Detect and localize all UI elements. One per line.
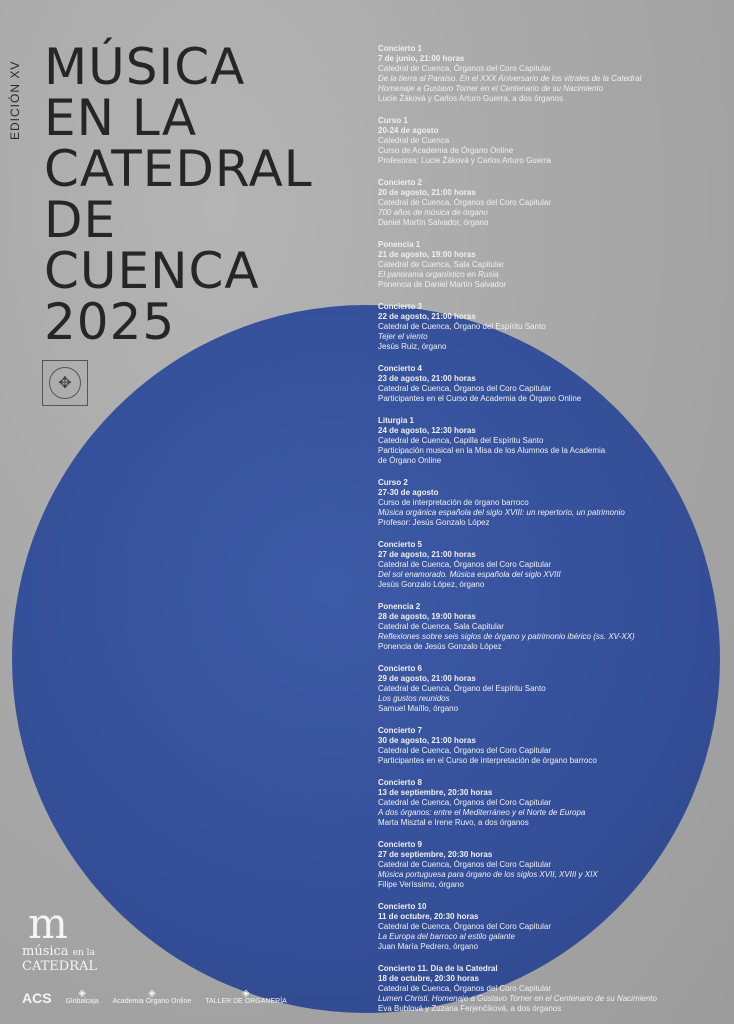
event-title: Lumen Christi. Homenaje a Gustavo Torner en el Centenario de su Nacimiento bbox=[378, 994, 657, 1003]
event-name: Concierto 1 bbox=[378, 44, 423, 53]
event-name: Ponencia 2 bbox=[378, 602, 421, 611]
sponsor-label: ACS bbox=[22, 990, 52, 1006]
event-date: 23 de agosto, 21:00 horas bbox=[378, 374, 476, 383]
event-venue: Catedral de Cuenca, Capilla del Espíritu Santo bbox=[378, 436, 544, 445]
event-title: Tejer el viento bbox=[378, 332, 428, 341]
event-venue: Catedral de Cuenca, Órganos del Coro Capitular bbox=[378, 64, 551, 73]
event-name: Concierto 10 bbox=[378, 902, 427, 911]
event-name: Concierto 8 bbox=[378, 778, 423, 787]
event-title: De la tierra al Paraíso. En el XXX Aniversario de los vitrales de la Catedral bbox=[378, 74, 642, 83]
program-event bbox=[378, 416, 728, 466]
logo-mark: m bbox=[28, 899, 68, 948]
event-title: Los gustos reunidos bbox=[378, 694, 450, 703]
event-name: Concierto 9 bbox=[378, 840, 423, 849]
program-event bbox=[378, 364, 728, 404]
event-name: Concierto 2 bbox=[378, 178, 423, 187]
event-title: La Europa del barroco al estilo galante bbox=[378, 932, 515, 941]
event-venue: Catedral de Cuenca, Órganos del Coro Capitular bbox=[378, 922, 551, 931]
event-venue: Catedral de Cuenca bbox=[378, 136, 450, 145]
program-event bbox=[378, 840, 728, 890]
title-line: MÚSICA bbox=[44, 38, 246, 96]
program-list bbox=[378, 44, 728, 1024]
event-name: Concierto 4 bbox=[378, 364, 423, 373]
event-name: Concierto 5 bbox=[378, 540, 423, 549]
organ-online-icon: ◈ Academia Órgano Online bbox=[112, 988, 192, 1005]
logo-word-en-la: en la bbox=[72, 948, 95, 958]
event-performer: Jesús Gonzalo López, órgano bbox=[378, 580, 485, 589]
event-date: 27 de septiembre, 20:30 horas bbox=[378, 850, 493, 859]
program-event bbox=[378, 602, 728, 652]
event-date: 20-24 de agosto bbox=[378, 126, 439, 135]
event-venue: Catedral de Cuenca, Sala Capitular bbox=[378, 260, 504, 269]
sponsor-label: Academia Órgano Online bbox=[112, 998, 192, 1005]
event-title: Participación musical en la Misa de los Alumnos de la Academia bbox=[378, 446, 606, 455]
event-date: 28 de agosto, 19:00 horas bbox=[378, 612, 476, 621]
event-date: 27 de agosto, 21:00 horas bbox=[378, 550, 476, 559]
event-venue: Catedral de Cuenca, Órganos del Coro Capitular bbox=[378, 746, 551, 755]
title-line: EN LA bbox=[44, 89, 198, 147]
event-performer: Daniel Martín Salvador, órgano bbox=[378, 218, 489, 227]
event-name: Concierto 11. Día de la Catedral bbox=[378, 964, 498, 973]
event-name: Liturgia 1 bbox=[378, 416, 415, 425]
event-name: Curso 1 bbox=[378, 116, 408, 125]
event-performer: Ponencia de Daniel Martín Salvador bbox=[378, 280, 507, 289]
logo-word-musica: música bbox=[22, 944, 69, 959]
event-title: Curso de Academia de Órgano Online bbox=[378, 146, 514, 155]
event-venue: Catedral de Cuenca, Órganos del Coro Capitular bbox=[378, 198, 551, 207]
event-performer: Profesores: Lucie Žáková y Carlos Arturo Guerra bbox=[378, 156, 551, 165]
event-title: 700 años de música de órgano bbox=[378, 208, 488, 217]
event-performer: Participantes en el Curso de interpretación de órgano barroco bbox=[378, 756, 597, 765]
cathedral-seal-icon: ✥ bbox=[42, 360, 88, 406]
sponsor-logos bbox=[22, 990, 287, 1006]
event-performer: Profesor: Jesús Gonzalo López bbox=[378, 518, 490, 527]
sponsor-label: Globalcaja bbox=[65, 998, 99, 1005]
event-venue: Catedral de Cuenca, Órganos del Coro Capitular bbox=[378, 384, 551, 393]
event-date: 18 de octubre, 20:30 horas bbox=[378, 974, 479, 983]
event-venue: Curso de interpretación de órgano barroco bbox=[378, 498, 529, 507]
program-event bbox=[378, 778, 728, 828]
event-venue: Catedral de Cuenca, Órganos del Coro Capitular bbox=[378, 798, 551, 807]
event-title: Música portuguesa para órgano de los siglos XVII, XVIII y XIX bbox=[378, 870, 598, 879]
event-date: 13 de septiembre, 20:30 horas bbox=[378, 788, 493, 797]
event-venue: Catedral de Cuenca, Sala Capitular bbox=[378, 622, 504, 631]
program-event bbox=[378, 664, 728, 714]
event-date: 20 de agosto, 21:00 horas bbox=[378, 188, 476, 197]
event-name: Concierto 7 bbox=[378, 726, 423, 735]
event-name: Curso 2 bbox=[378, 478, 408, 487]
title-line: DE bbox=[44, 191, 117, 249]
event-name: Concierto 6 bbox=[378, 664, 423, 673]
event-performer: Marta Miształ e Irene Ruvo, a dos órganos bbox=[378, 818, 529, 827]
event-performer: Ponencia de Jesús Gonzalo López bbox=[378, 642, 502, 651]
event-performer: Juan María Pedrero, órgano bbox=[378, 942, 479, 951]
poster-title bbox=[44, 38, 313, 351]
event-date: 7 de junio, 21:00 horas bbox=[378, 54, 465, 63]
event-name: Ponencia 1 bbox=[378, 240, 421, 249]
organ-workshop-icon: ◈ TALLER DE ORGANERÍA bbox=[205, 988, 287, 1005]
event-title: Homenaje a Gustavo Torner en el Centenario de su Nacimiento bbox=[378, 84, 604, 93]
event-date: 29 de agosto, 21:00 horas bbox=[378, 674, 476, 683]
acs-logo-icon bbox=[22, 990, 52, 1006]
event-title: de Órgano Online bbox=[378, 456, 442, 465]
logo-word-catedral: CATEDRAL bbox=[22, 959, 98, 974]
program-event bbox=[378, 726, 728, 766]
event-performer: Filipe Veríssimo, órgano bbox=[378, 880, 464, 889]
event-date: 21 de agosto, 19:00 horas bbox=[378, 250, 476, 259]
title-line: 2025 bbox=[44, 293, 176, 351]
event-date: 27-30 de agosto bbox=[378, 488, 439, 497]
program-event bbox=[378, 44, 728, 104]
event-performer: Jesús Ruiz, órgano bbox=[378, 342, 447, 351]
event-date: 30 de agosto, 21:00 horas bbox=[378, 736, 476, 745]
event-performer: Lucie Žáková y Carlos Arturo Guerra, a dos órganos bbox=[378, 94, 563, 103]
event-name: Concierto 3 bbox=[378, 302, 423, 311]
program-event bbox=[378, 964, 728, 1014]
event-date: 24 de agosto, 12:30 horas bbox=[378, 426, 476, 435]
program-event bbox=[378, 902, 728, 952]
event-title: Reflexiones sobre seis siglos de órgano y patrimonio ibérico (ss. XV-XX) bbox=[378, 632, 635, 641]
title-line: CUENCA bbox=[44, 242, 260, 300]
program-event bbox=[378, 540, 728, 590]
event-venue: Catedral de Cuenca, Órgano del Espíritu Santo bbox=[378, 322, 546, 331]
event-performer: Samuel Maíllo, órgano bbox=[378, 704, 459, 713]
event-performer: Participantes en el Curso de Academia de Órgano Online bbox=[378, 394, 582, 403]
event-venue: Catedral de Cuenca, Órganos del Coro Capitular bbox=[378, 984, 551, 993]
program-event bbox=[378, 240, 728, 290]
program-event bbox=[378, 302, 728, 352]
event-venue: Catedral de Cuenca, Órganos del Coro Capitular bbox=[378, 560, 551, 569]
title-line: CATEDRAL bbox=[44, 140, 313, 198]
event-performer: Eva Bublová y Zuzana Ferjenčíková, a dos órganos bbox=[378, 1004, 562, 1013]
globalcaja-icon: ◈ Globalcaja bbox=[65, 988, 99, 1005]
event-venue: Catedral de Cuenca, Órgano del Espíritu Santo bbox=[378, 684, 546, 693]
event-title: Música orgánica española del siglo XVIII: un repertorio, un patrimonio bbox=[378, 508, 625, 517]
edition-label: EDICIÓN XV bbox=[8, 60, 22, 140]
musica-en-la-catedral-logo bbox=[22, 899, 98, 974]
event-date: 22 de agosto, 21:00 horas bbox=[378, 312, 476, 321]
program-event bbox=[378, 178, 728, 228]
program-event bbox=[378, 478, 728, 528]
event-date: 11 de octubre, 20:30 horas bbox=[378, 912, 479, 921]
event-title: El panorama organístico en Rusia bbox=[378, 270, 499, 279]
program-event bbox=[378, 116, 728, 166]
event-title: Del sol enamorado. Música española del siglo XVIII bbox=[378, 570, 561, 579]
event-title: A dos órganos: entre el Mediterráneo y el Norte de Europa bbox=[378, 808, 586, 817]
event-venue: Catedral de Cuenca, Órganos del Coro Capitular bbox=[378, 860, 551, 869]
sponsor-label: TALLER DE ORGANERÍA bbox=[205, 998, 287, 1005]
